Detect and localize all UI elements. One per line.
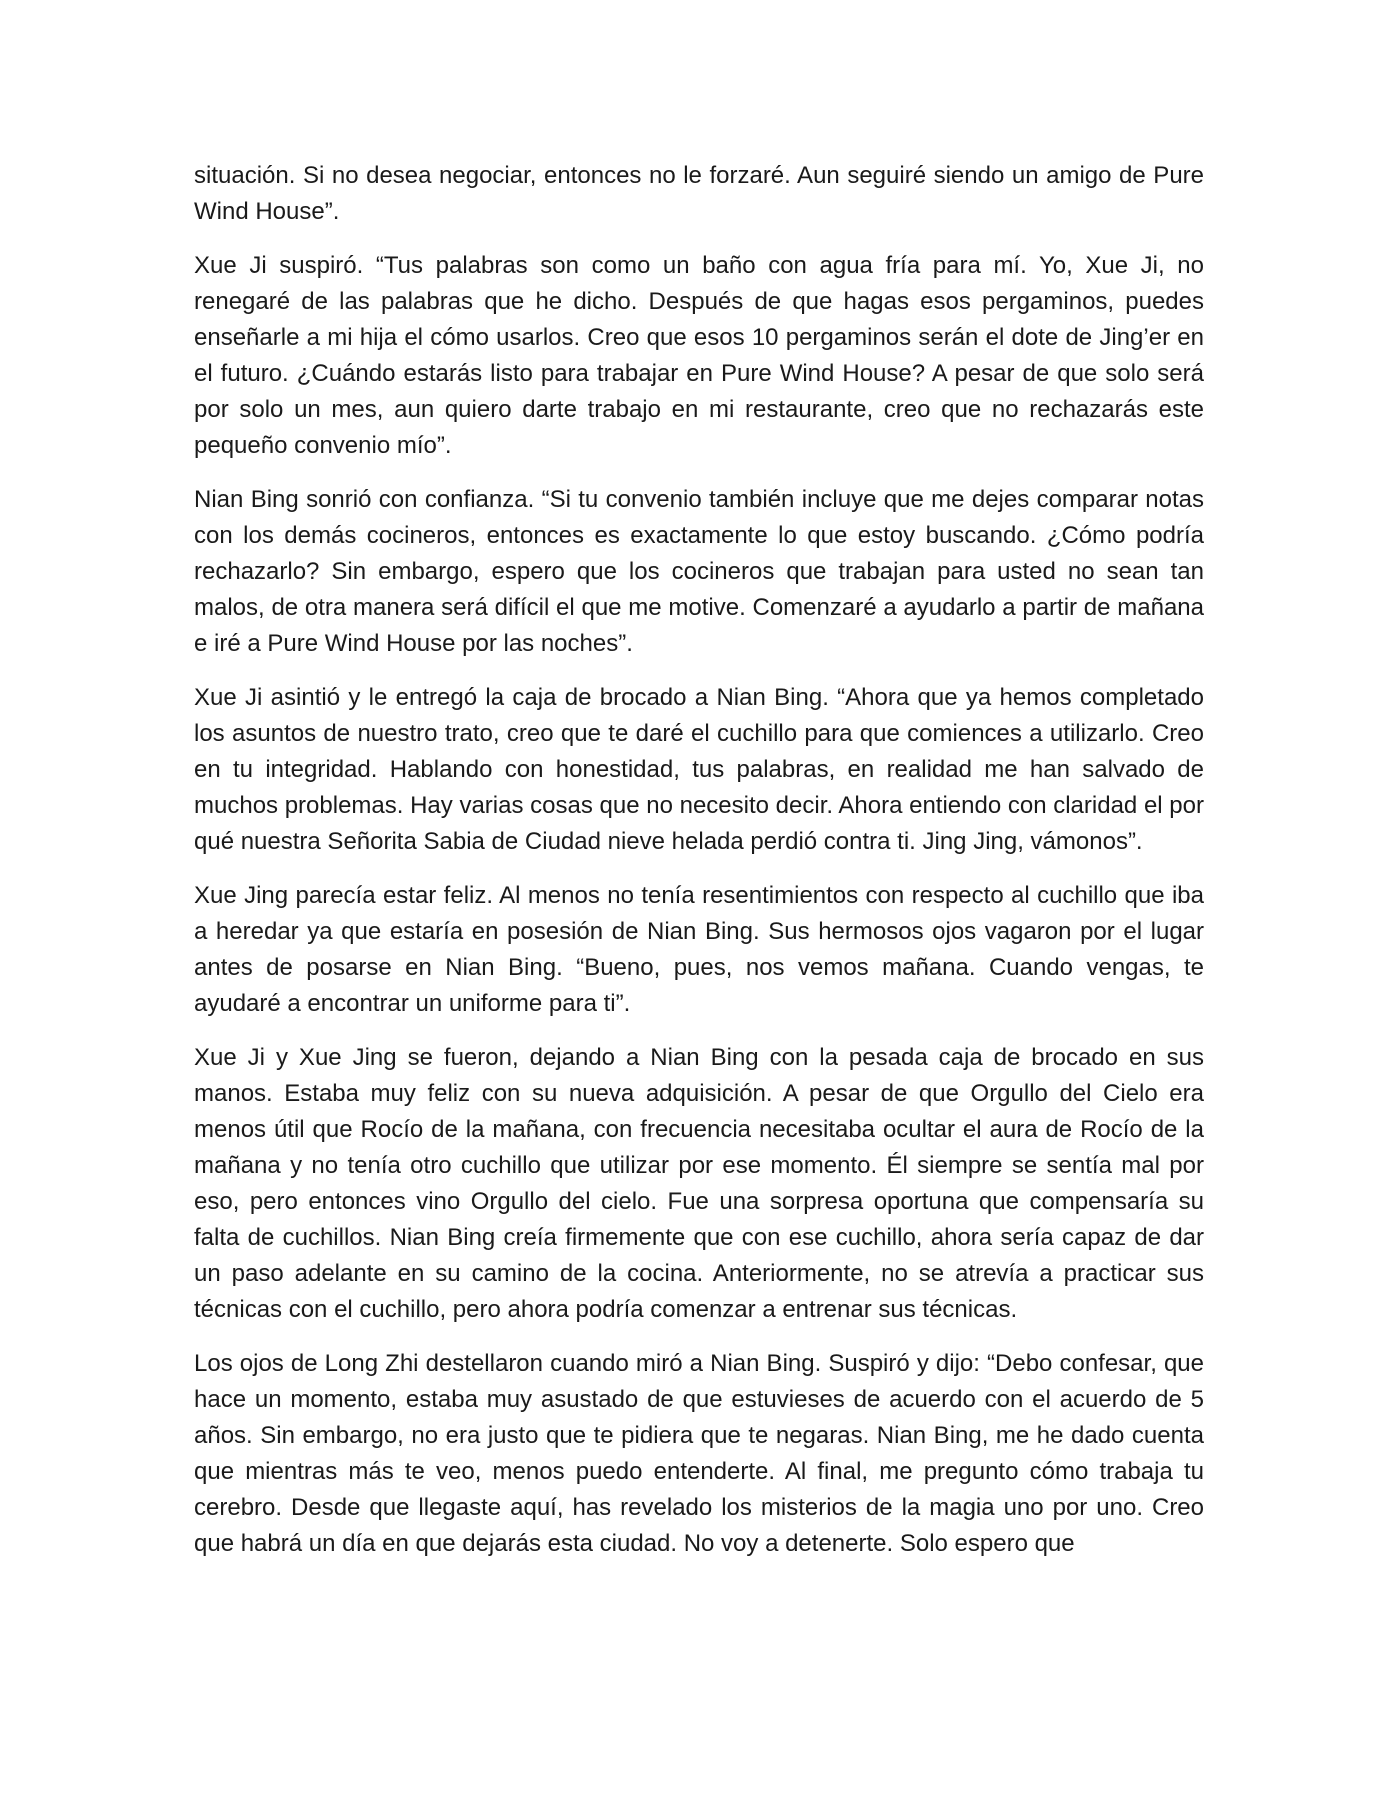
paragraph-6: Xue Ji y Xue Jing se fueron, dejando a Nian Bing con la pesada caja de brocado en sus manos. Estaba muy feliz con su nueva adquisición. A pesar de que Orgullo del Cielo era menos útil que Rocío de la mañana, con frecuencia necesitaba ocultar el aura de Rocío de la mañana y no tenía otro cuchillo que utilizar por ese momento. Él siempre se sentía mal por eso, pero entonces vino Orgullo del cielo. Fue una sorpresa oportuna que compensaría su falta de cuchillos. Nian Bing creía firmemente que con ese cuchillo, ahora sería capaz de dar un paso adelante en su camino de la cocina. Anteriormente, no se atrevía a practicar sus técnicas con el cuchillo, pero ahora podría comenzar a entrenar sus técnicas.: [194, 1044, 1204, 1323]
paragraph-3: Nian Bing sonrió con confianza. “Si tu convenio también incluye que me dejes comparar notas con los demás cocineros, entonces es exactamente lo que estoy buscando. ¿Cómo podría rechazarlo? Sin embargo, espero que los cocineros que trabajan para usted no sean tan malos, de otra manera será difícil el que me motive. Comenzaré a ayudarlo a partir de mañana e iré a Pure Wind House por las noches”.: [194, 486, 1204, 657]
paragraph-2: Xue Ji suspiró. “Tus palabras son como un baño con agua fría para mí. Yo, Xue Ji, no renegaré de las palabras que he dicho. Después de que hagas esos pergaminos, puedes enseñarle a mi hija el cómo usarlos. Creo que esos 10 pergaminos serán el dote de Jing’er en el futuro. ¿Cuándo estarás listo para trabajar en Pure Wind House? A pesar de que solo será por solo un mes, aun quiero darte trabajo en mi restaurante, creo que no rechazarás este pequeño convenio mío”.: [194, 252, 1204, 459]
document-page: [194, 158, 1204, 1580]
paragraph-5: Xue Jing parecía estar feliz. Al menos no tenía resentimientos con respecto al cuchillo que iba a heredar ya que estaría en posesión de Nian Bing. Sus hermosos ojos vagaron por el lugar antes de posarse en Nian Bing. “Bueno, pues, nos vemos mañana. Cuando vengas, te ayudaré a encontrar un uniforme para ti”.: [194, 882, 1204, 1017]
paragraph-1: situación. Si no desea negociar, entonces no le forzaré. Aun seguiré siendo un amigo de Pure Wind House”.: [194, 162, 1204, 225]
paragraph-7: Los ojos de Long Zhi destellaron cuando miró a Nian Bing. Suspiró y dijo: “Debo confesar, que hace un momento, estaba muy asustado de que estuvieses de acuerdo con el acuerdo de 5 años. Sin embargo, no era justo que te pidiera que te negaras. Nian Bing, me he dado cuenta que mientras más te veo, menos puedo entenderte. Al final, me pregunto cómo trabaja tu cerebro. Desde que llegaste aquí, has revelado los misterios de la magia uno por uno. Creo que habrá un día en que dejarás esta ciudad. No voy a detenerte. Solo espero que: [194, 1350, 1204, 1557]
paragraph-4: Xue Ji asintió y le entregó la caja de brocado a Nian Bing. “Ahora que ya hemos completado los asuntos de nuestro trato, creo que te daré el cuchillo para que comiences a utilizarlo. Creo en tu integridad. Hablando con honestidad, tus palabras, en realidad me han salvado de muchos problemas. Hay varias cosas que no necesito decir. Ahora entiendo con claridad el por qué nuestra Señorita Sabia de Ciudad nieve helada perdió contra ti. Jing Jing, vámonos”.: [194, 684, 1204, 855]
